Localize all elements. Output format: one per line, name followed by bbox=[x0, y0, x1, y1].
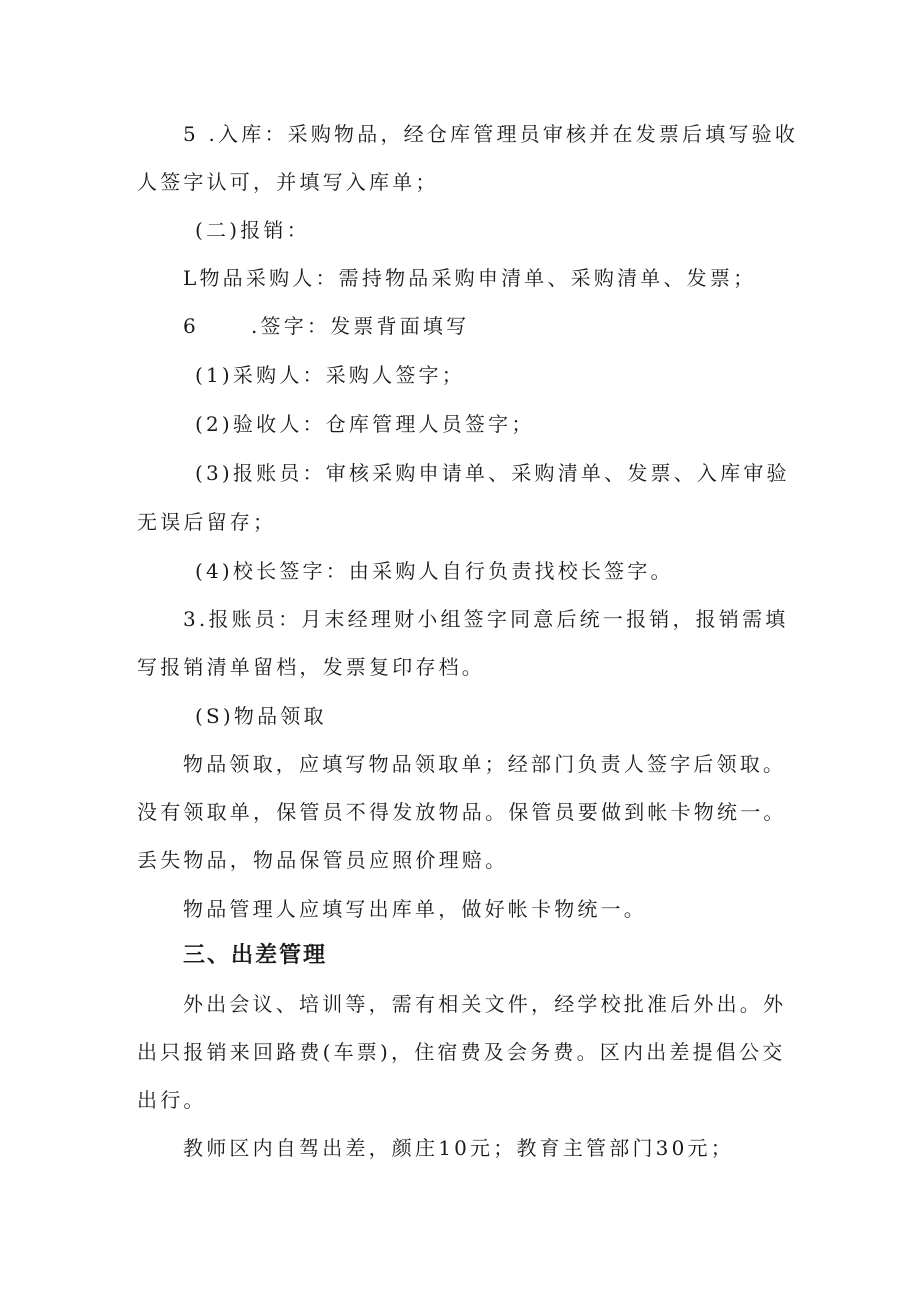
section-heading-business-travel: 三、出差管理 bbox=[183, 943, 328, 968]
paragraph-signature bbox=[183, 312, 469, 340]
section-item-collection-title: (S)物品领取 bbox=[195, 704, 327, 728]
sub-item-accountant-line1: (3)报账员：审核采购申请单、采购清单、发票、入库审验 bbox=[195, 461, 790, 485]
paragraph-outbound: 物品管理人应填写出库单，做好帐卡物统一。 bbox=[183, 897, 647, 921]
paragraph-accountant-line1: 3.报账员：月末经理财小组签字同意后统一报销，报销需填 bbox=[183, 607, 789, 631]
paragraph-collection-line3: 丢失物品，物品保管员应照价理赔。 bbox=[137, 848, 509, 872]
sub-item-inspector: (2)验收人：仓库管理人员签字； bbox=[195, 412, 535, 436]
sub-item-accountant-line2: 无误后留存； bbox=[137, 510, 277, 534]
section-reimbursement-title: (二)报销： bbox=[195, 218, 310, 242]
paragraph-warehousing-line2: 人签字认可，并填写入库单； bbox=[137, 170, 439, 194]
paragraph-travel-line2: 出只报销来回路费(车票)，住宿费及会务费。区内出差提倡公交 bbox=[137, 1040, 786, 1064]
item-text: .签字：发票背面填写 bbox=[250, 314, 470, 338]
paragraph-collection-line2: 没有领取单，保管员不得发放物品。保管员要做到帐卡物统一。 bbox=[137, 800, 787, 824]
paragraph-accountant-line2: 写报销清单留档，发票复印存档。 bbox=[137, 655, 485, 679]
item-number: 6 bbox=[183, 314, 199, 338]
paragraph-collection-line1: 物品领取，应填写物品领取单；经部门负责人签字后领取。 bbox=[183, 752, 787, 776]
paragraph-purchaser: L物品采购人：需持物品采购申清单、采购清单、发票； bbox=[183, 266, 757, 290]
paragraph-warehousing-line1: 5 .入库：采购物品，经仓库管理员审核并在发票后填写验收 bbox=[183, 122, 799, 146]
paragraph-travel-line3: 出行。 bbox=[137, 1088, 207, 1112]
sub-item-principal: (4)校长签字：由采购人自行负责找校长签字。 bbox=[195, 559, 674, 583]
sub-item-purchaser: (1)采购人：采购人签字； bbox=[195, 363, 465, 387]
paragraph-travel-line1: 外出会议、培训等，需有相关文件，经学校批准后外出。外 bbox=[183, 992, 787, 1016]
paragraph-self-drive: 教师区内自驾出差，颜庄10元；教育主管部门30元； bbox=[183, 1136, 734, 1160]
